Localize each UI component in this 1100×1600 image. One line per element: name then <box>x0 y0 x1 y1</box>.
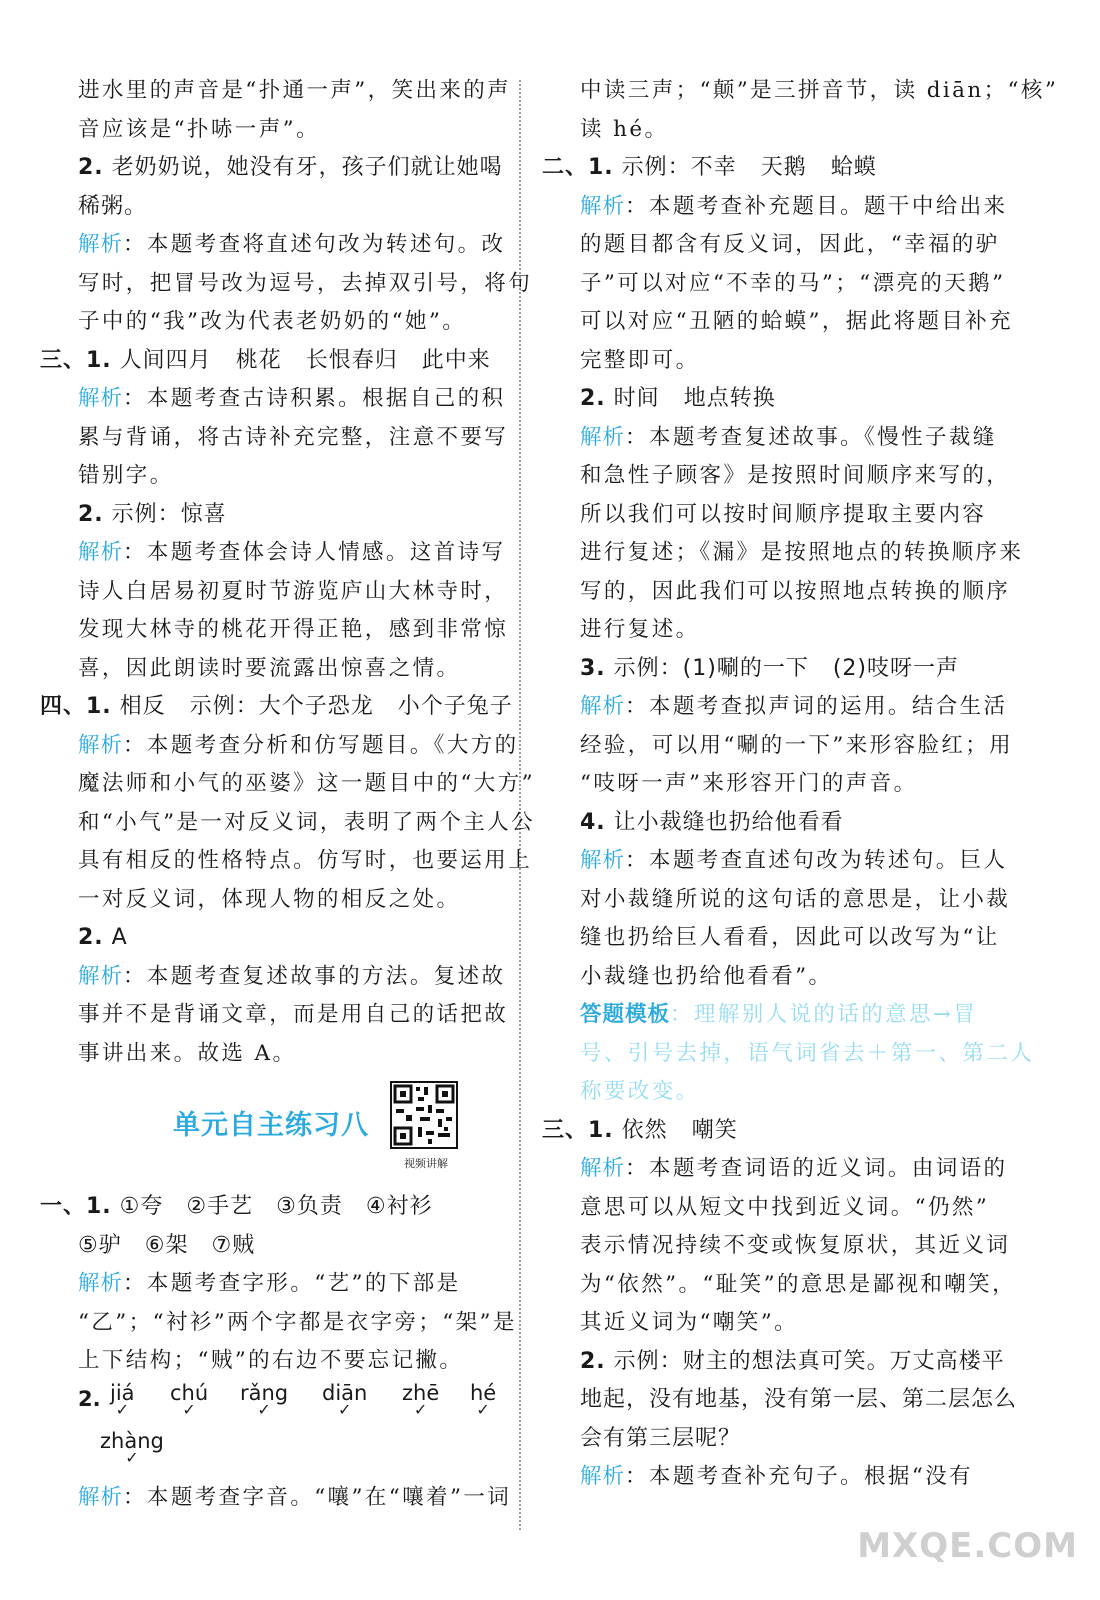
explanation-line: 子中的“我”改为代表老奶奶的“她”。 <box>78 309 467 334</box>
answer-text: 示例：惊喜 <box>111 501 227 527</box>
analysis-label: 解析 <box>580 848 626 873</box>
answer-line <box>40 342 498 381</box>
pinyin-item <box>470 1380 497 1419</box>
answer-text: 依然 <box>621 1117 668 1143</box>
answer-text: 天鹅 <box>760 155 807 180</box>
explanation-line <box>580 419 1000 458</box>
analysis-label: 解析 <box>78 232 124 257</box>
answer-text: 示例：不幸 <box>621 155 737 180</box>
explanation-line: 进行复述。 <box>580 617 700 642</box>
answer-text: 嘲笑 <box>691 1117 738 1143</box>
template-line: 称要改变。 <box>580 1079 700 1104</box>
explanation-line: 的题目都含有反义词，因此，“幸福的驴 <box>580 232 1000 257</box>
check-mark-icon: ✓ <box>182 1399 196 1419</box>
explanation-line: 具有相反的性格特点。仿写时，也要运用上 <box>78 848 533 873</box>
section-number: 四、1. <box>40 694 112 719</box>
explanation-line <box>78 958 506 997</box>
analysis-label: 解析 <box>78 963 124 989</box>
explanation-text: ：本题考查体会诗人情感。这首诗写 <box>123 540 506 565</box>
answer-text: 示例：大个子恐龙 <box>189 694 374 719</box>
explanation-line: “乙”；“衬衫”两个字都是衣字旁；“架”是 <box>78 1309 517 1335</box>
explanation-line: 事讲出来。故选 A。 <box>78 1040 297 1066</box>
explanation-line: 经验，可以用“唰的一下”来形容脸红；用 <box>580 732 1014 758</box>
explanation-line: 写的，因此我们可以按照地点转换的顺序 <box>580 578 1011 604</box>
left-column <box>40 72 535 1517</box>
qr-caption: 视频讲解 <box>404 1157 448 1170</box>
question-number: 4. <box>580 809 606 835</box>
explanation-line: 子”可以对应“不幸的马”；“漂亮的天鹅” <box>580 270 1006 296</box>
check-mark-icon: ✓ <box>413 1399 428 1419</box>
text-line: 进水里的声音是“扑通一声”，笑出来的声 <box>78 78 512 103</box>
analysis-label: 解析 <box>580 1464 626 1489</box>
explanation-line: 表示情况持续不变或恢复原状，其近义词 <box>580 1233 1011 1258</box>
explanation-line <box>580 842 1008 881</box>
question-number: 3. <box>580 655 606 681</box>
explanation-line <box>78 380 506 419</box>
answer-text: 老奶奶说，她没有牙，孩子们就让她喝 <box>111 155 503 180</box>
analysis-label: 解析 <box>78 1271 124 1296</box>
check-mark-icon: ✓ <box>476 1399 490 1419</box>
answer-text: 相反 <box>119 694 166 719</box>
explanation-text: ：本题考查字形。“艺”的下部是 <box>123 1271 461 1296</box>
answer-line <box>78 496 498 535</box>
analysis-label: 解析 <box>580 1156 626 1181</box>
answer-line <box>580 380 1000 419</box>
analysis-label: 解析 <box>78 1484 124 1510</box>
answer-line <box>40 1188 498 1227</box>
explanation-text: ：本题考查直述句改为转述句。巨人 <box>625 848 1008 873</box>
answer-text: A <box>111 925 128 950</box>
answer-template-label: 答题模板 <box>580 1002 671 1027</box>
watermark: MXQE.COM <box>857 1526 1078 1566</box>
explanation-line <box>78 534 506 573</box>
analysis-label: 解析 <box>78 540 124 565</box>
check-mark-icon: ✓ <box>125 1447 139 1467</box>
pinyin-text: rǎng <box>240 1380 289 1405</box>
pinyin-answers <box>78 1381 498 1429</box>
answer-text: 时间 <box>613 386 660 411</box>
answer-text: 此中来 <box>421 347 491 373</box>
answer-line <box>542 149 1000 188</box>
answer-text: 示例：(1)唰的一下 <box>613 655 809 681</box>
explanation-line: 和急性子顾客》是按照时间顺序来写的， <box>580 463 1011 488</box>
explanation-line <box>78 727 519 766</box>
text-line: 读 hé。 <box>580 116 669 142</box>
explanation-line: 魔法师和小气的巫婆》这一题目中的“大方” <box>78 771 535 796</box>
explanation-line: 累与背诵，将古诗补充完整，注意不要写 <box>78 424 509 450</box>
explanation-text: ：本题考查分析和仿写题目。《大方的 <box>123 732 519 758</box>
pinyin-answers <box>78 1429 498 1479</box>
explanation-line: 写时，把冒号改为逗号，去掉双引号，将句 <box>78 270 533 296</box>
answer-line: 地起，没有地基，没有第一层、第二层怎么 <box>580 1387 1018 1412</box>
right-column <box>542 72 1059 1497</box>
explanation-line <box>78 226 506 265</box>
answer-line <box>40 688 513 727</box>
question-number: 2. <box>580 386 606 411</box>
question-number: 2. <box>78 501 104 527</box>
pinyin-item <box>110 1380 135 1419</box>
explanation-text: ：本题考查补充句子。根据“没有 <box>625 1464 974 1489</box>
explanation-line: 上下结构；“贼”的右边不要忘记撇。 <box>78 1348 464 1373</box>
explanation-line: 其近义词为“嘲笑”。 <box>580 1310 798 1335</box>
answer-text: 小个子兔子 <box>397 694 513 719</box>
explanation-line: 诗人白居易初夏时节游览庐山大林寺时， <box>78 578 509 604</box>
answer-line: 稀粥。 <box>78 193 148 219</box>
pinyin-text: zhàng <box>100 1428 164 1453</box>
question-number: 2. <box>78 155 104 180</box>
section-number: 三、1. <box>542 1117 614 1143</box>
explanation-text: ：本题考查字音。“嚷”在“嚷着”一词 <box>123 1484 512 1510</box>
template-line <box>580 996 1000 1035</box>
explanation-line: 小裁缝也扔给他看看”。 <box>580 963 833 989</box>
explanation-line: 为“依然”。“耻笑”的意思是鄙视和嘲笑， <box>580 1271 1016 1297</box>
explanation-line: 完整即可。 <box>580 347 700 373</box>
explanation-line: 进行复述；《漏》是按照地点的转换顺序来 <box>580 540 1024 565</box>
answer-line <box>580 1343 1005 1382</box>
column-divider <box>519 80 521 1530</box>
check-mark-icon: ✓ <box>337 1399 352 1419</box>
explanation-line <box>580 1150 1008 1189</box>
explanation-line: 意思可以从短文中找到近义词。“仍然” <box>580 1194 990 1220</box>
answer-text: 桃花 <box>235 347 282 373</box>
answer-text: 让小裁缝也扔给他看看 <box>613 809 844 835</box>
pinyin-item <box>402 1380 440 1419</box>
check-mark-icon: ✓ <box>257 1399 271 1419</box>
explanation-line <box>78 1265 498 1304</box>
answer-text: 长恨春归 <box>305 347 398 373</box>
section-number: 一、1. <box>40 1194 112 1219</box>
question-number: 2. <box>580 1348 606 1374</box>
pinyin-text: diān <box>322 1380 368 1405</box>
pinyin-item <box>322 1380 368 1419</box>
section-number: 三、1. <box>40 347 112 373</box>
answer-text: 示例：财主的想法真可笑。万丈高楼平 <box>613 1348 1005 1374</box>
answer-line <box>580 650 1000 689</box>
explanation-text: ：本题考查补充题目。题干中给出来 <box>625 193 1008 219</box>
explanation-line <box>78 1479 512 1518</box>
analysis-label: 解析 <box>580 694 626 719</box>
pinyin-item <box>170 1380 209 1419</box>
explanation-line: 和“小气”是一对反义词，表明了两个主人公 <box>78 809 535 835</box>
explanation-line: 错别字。 <box>78 463 174 488</box>
check-mark-icon: ✓ <box>115 1399 129 1419</box>
explanation-line: 一对反义词，体现人物的相反之处。 <box>78 886 461 912</box>
explanation-text: ：本题考查复述故事。《慢性子裁缝 <box>625 424 997 450</box>
explanation-text: ：本题考查拟声词的运用。结合生活 <box>625 694 1008 719</box>
answer-text: 蛤蟆 <box>830 155 877 180</box>
explanation-line <box>580 188 1008 227</box>
qr-code-icon[interactable] <box>390 1081 458 1149</box>
explanation-line: 缝也扔给巨人看看，因此可以改写为“让 <box>580 925 1000 950</box>
pinyin-text: chú <box>170 1380 209 1405</box>
text-line: 音应该是“扑哧一声”。 <box>78 116 320 142</box>
answer-text: ①夸 ②手艺 ③负责 ④衬衫 <box>119 1194 433 1219</box>
explanation-line: 对小裁缝所说的这句话的意思是，让小裁 <box>580 886 1011 912</box>
explanation-text: ：本题考查将直述句改为转述句。改 <box>123 232 506 257</box>
answer-line <box>78 149 503 188</box>
section-number: 二、1. <box>542 155 614 180</box>
template-line: 号、引号去掉，语气词省去＋第一、第二人 <box>580 1040 1035 1066</box>
question-number: 2. <box>78 1386 101 1411</box>
template-text: ：理解别人说的话的意思→冒 <box>670 1002 978 1027</box>
explanation-line: 发现大林寺的桃花开得正艳，感到非常惊 <box>78 617 509 642</box>
answer-line: ⑤驴 ⑥架 ⑦贼 <box>78 1232 256 1258</box>
pinyin-item <box>240 1380 289 1419</box>
analysis-label: 解析 <box>78 386 124 411</box>
pinyin-text: zhē <box>402 1380 440 1405</box>
unit-title: 单元自主练习八 <box>173 1110 369 1141</box>
answer-line <box>78 919 498 958</box>
explanation-line <box>580 1458 1000 1497</box>
answer-text: 人间四月 <box>119 347 212 373</box>
question-number: 2. <box>78 925 104 950</box>
answer-line: 会有第三层呢？ <box>580 1425 742 1451</box>
pinyin-item <box>100 1428 164 1467</box>
answer-text: (2)吱呀一声 <box>832 655 960 681</box>
pinyin-text: hé <box>470 1380 497 1405</box>
explanation-text: ：本题考查复述故事的方法。复述故 <box>123 963 506 989</box>
answer-line <box>542 1112 1000 1151</box>
explanation-line: 喜，因此朗读时要流露出惊喜之情。 <box>78 655 461 681</box>
pinyin-text: jiá <box>110 1380 135 1405</box>
analysis-label: 解析 <box>580 424 626 450</box>
text-line: 中读三声；“颠”是三拼音节，读 diān；“核” <box>580 78 1059 103</box>
answer-text: 地点转换 <box>683 386 776 411</box>
explanation-line: 可以对应“丑陋的蛤蟆”，据此将题目补充 <box>580 309 1014 334</box>
explanation-line <box>580 688 1008 727</box>
analysis-label: 解析 <box>580 193 626 219</box>
explanation-line: “吱呀一声”来形容开门的声音。 <box>580 771 918 796</box>
explanation-line: 事并不是背诵文章，而是用自己的话把故 <box>78 1002 509 1027</box>
analysis-label: 解析 <box>78 732 124 758</box>
explanation-text: ：本题考查古诗积累。根据自己的积 <box>123 386 506 411</box>
unit-header <box>78 1073 498 1188</box>
answer-line <box>580 804 1000 843</box>
explanation-text: ：本题考查词语的近义词。由词语的 <box>625 1156 1008 1181</box>
explanation-line: 所以我们可以按时间顺序提取主要内容 <box>580 501 987 527</box>
